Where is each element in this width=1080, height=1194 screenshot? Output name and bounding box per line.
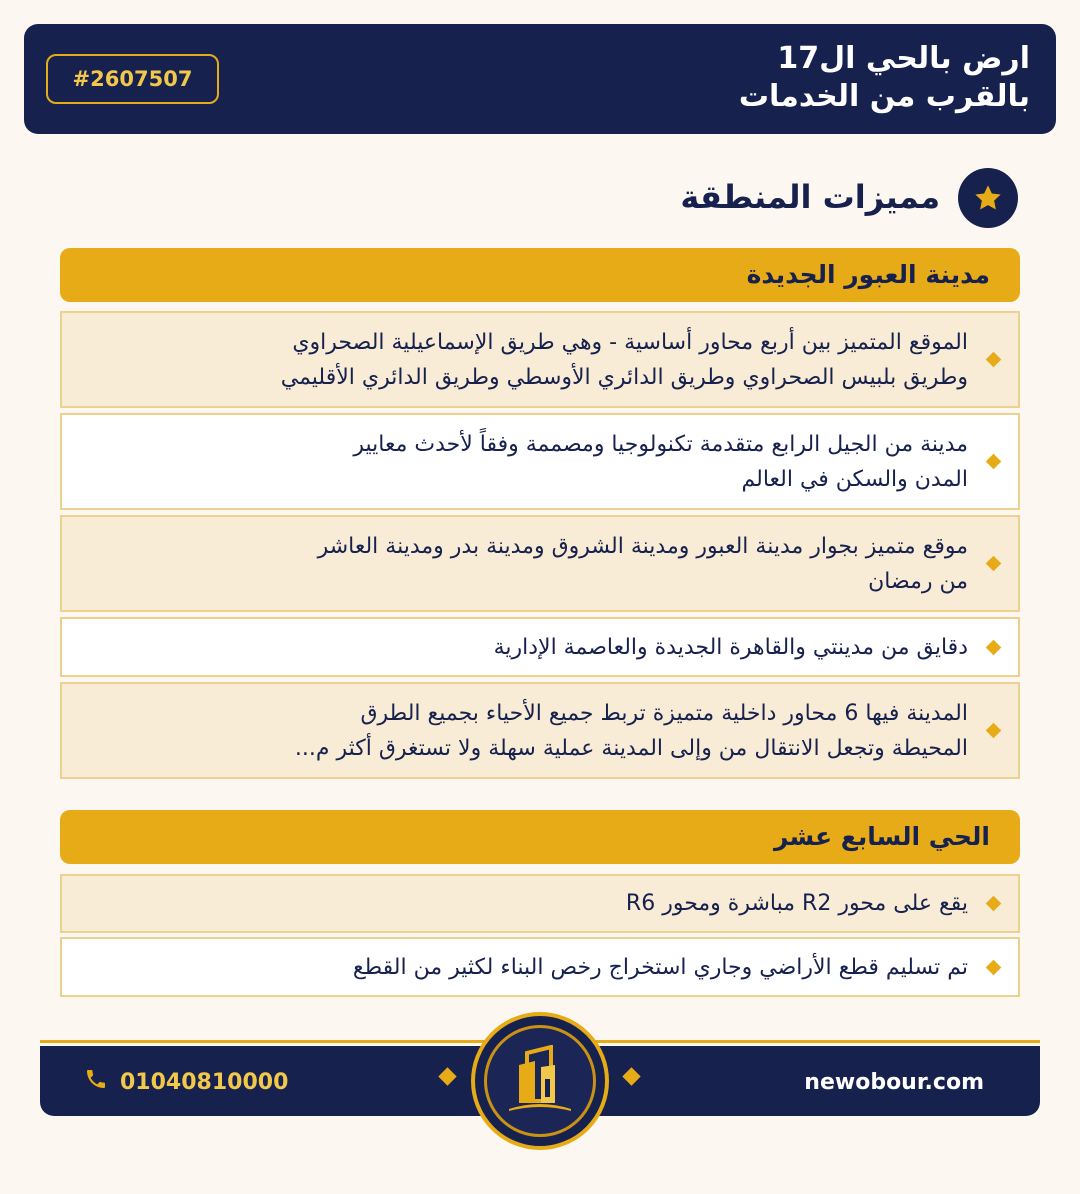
phone-contact[interactable] <box>84 1062 288 1102</box>
group-heading-obour: مدينة العبور الجديدة <box>60 248 1020 302</box>
feature-item <box>60 515 1020 612</box>
feature-item <box>60 937 1020 997</box>
listing-title <box>739 40 1030 116</box>
feature-item <box>60 413 1020 510</box>
phone-icon <box>84 1067 108 1097</box>
feature-text: دقايق من مدينتي والقاهرة الجديدة والعاصمة الإدارية <box>493 634 968 660</box>
bullet-diamond-icon <box>968 313 1018 406</box>
bullet-diamond-icon <box>968 876 1018 931</box>
building-logo-icon <box>471 1012 609 1150</box>
website-link[interactable]: newobour.com <box>804 1069 984 1095</box>
feature-text: موقع متميز بجوار مدينة العبور ومدينة الشروق ومدينة بدر ومدينة العاشر من رمضان <box>317 533 968 594</box>
feature-text: يقع على محور R2 مباشرة ومحور R6 <box>625 891 968 916</box>
header-banner <box>24 24 1056 134</box>
feature-item <box>60 682 1020 779</box>
listing-code-badge: #2607507 <box>46 54 219 104</box>
phone-number: 01040810000 <box>120 1069 289 1095</box>
feature-item <box>60 874 1020 933</box>
feature-item <box>60 311 1020 408</box>
listing-title-line1: ارض بالحي ال17 <box>777 41 1030 76</box>
feature-text: الموقع المتميز بين أربع محاور أساسية - وهي طريق الإسماعيلية الصحراوي وطريق بلبيس الصحراوي وطريق الدائري الأوسطي وطريق الدائري الأقليمي <box>280 329 968 390</box>
bullet-diamond-icon <box>968 415 1018 508</box>
listing-title-line2: بالقرب من الخدمات <box>738 79 1030 114</box>
feature-text: مدينة من الجيل الرابع متقدمة تكنولوجيا ومصممة وفقاً لأحدث معايير المدن والسكن في العالم <box>353 431 968 492</box>
group-heading-district17: الحي السابع عشر <box>60 810 1020 864</box>
bullet-diamond-icon <box>968 684 1018 777</box>
feature-text: تم تسليم قطع الأراضي وجاري استخراج رخص البناء لكثير من القطع <box>352 954 968 980</box>
feature-item <box>60 617 1020 677</box>
section-title: مميزات المنطقة <box>680 178 940 216</box>
star-icon <box>958 168 1018 228</box>
bullet-diamond-icon <box>968 517 1018 610</box>
feature-text: المدينة فيها 6 محاور داخلية متميزة تربط جميع الأحياء بجميع الطرق المحيطة وتجعل الانتقال من وإلى المدينة عملية سهلة ولا تستغرق أكثر م... <box>294 700 968 761</box>
bullet-diamond-icon <box>968 619 1018 675</box>
bullet-diamond-icon <box>968 939 1018 995</box>
